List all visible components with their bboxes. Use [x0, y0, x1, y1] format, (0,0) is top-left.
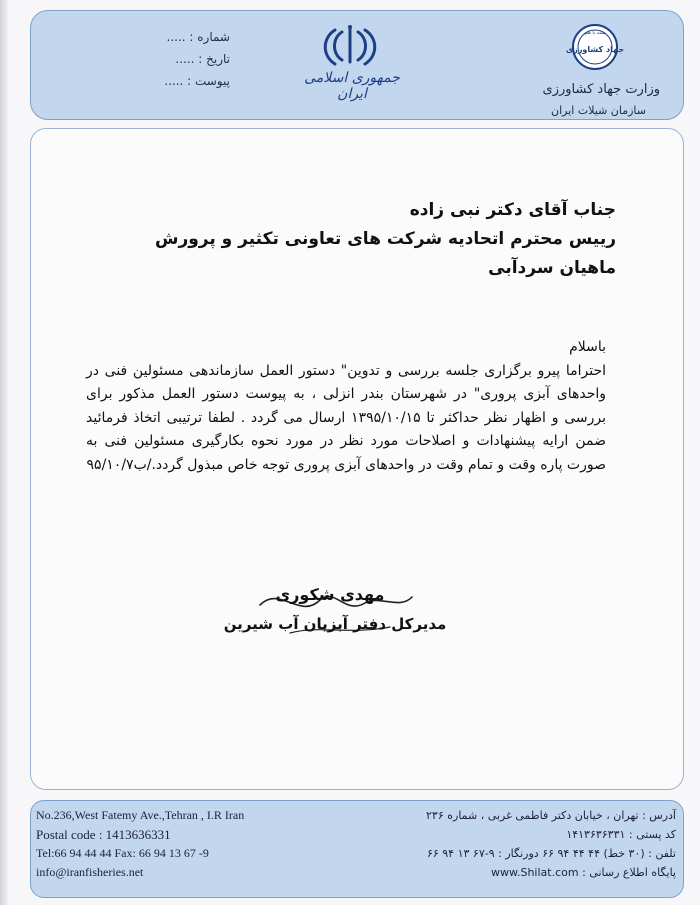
signatory-title: مدیرکل دفتر آبزیان آب شیرین: [223, 615, 447, 633]
footer-website-link[interactable]: www.Shilat.com: [490, 866, 579, 879]
addressee-title-cont: ماهیان سردآبی: [488, 258, 616, 278]
page-edge: [0, 0, 8, 905]
footer-en-address: No.236,West Fatemy Ave.,Tehran , I.R Iran: [36, 808, 245, 822]
greeting: باسلام: [569, 339, 606, 355]
footer-fa-site-label: پایگاه اطلاع رسانی :: [582, 866, 676, 879]
footer-en-postal: Postal code : 1413636331: [36, 827, 171, 842]
addressee-title: رییس محترم اتحادیه شرکت های تعاونی تکثیر و پرورش: [154, 229, 616, 249]
date-field: تاریخ : .....: [175, 52, 230, 66]
signatory-name: مهدی شکوری: [275, 585, 385, 604]
organization-name: سازمان شیلات ایران: [551, 104, 646, 117]
ministry-name: وزارت جهاد کشاورزی: [542, 82, 660, 97]
footer-en-phone: Tel:66 94 44 44 Fax: 66 94 13 67 -9: [36, 846, 209, 860]
letter-paragraph: احتراما پیرو برگزاری جلسه بررسی و تدوین" دستور العمل سازماندهی مسئولین فنی در واحدهای آبزی پروری" در شهرستان بندر انزلی ، به پیوست دستور العمل مذکور برای بررسی و اظهار نظر حداکثر تا ۱۳۹۵/۱۰/۱۵ ارسال می گردد . لطفا ترتیبی اتخاذ فرمائید ضمن ارایه پیشنهادات و اصلاحات مورد نظر در مورد نحوه بکارگیری مسئولین فنی به صورت پاره وقت و تمام وقت در واحدهای آبزی پروری توجه خاص مبذول گردد./ب۹۵/۱۰/۷: [86, 362, 606, 473]
footer-persian: [346, 806, 676, 882]
ministry-logo-icon: [566, 22, 624, 72]
footer-fa-postal: کد پستی : ۱۴۱۳۶۳۶۳۳۱: [566, 828, 676, 841]
iran-emblem-icon: [320, 24, 380, 66]
footer-english: [36, 806, 286, 882]
footer-fa-website-row: [346, 863, 676, 882]
footer-fa-phone: تلفن : (۳۰ خط) ۴۴ ۴۴ ۹۴ ۶۶ دورنگار : ۹-۶۷ ۱۳ ۹۴ ۶۶: [426, 847, 676, 860]
ministry-logo-text: جهاد کشاورزی: [566, 45, 624, 54]
reference-fields: [100, 26, 230, 92]
footer-fa-address: آدرس : تهران ، خیابان دکتر فاطمی غربی ، شماره ۲۳۶: [426, 809, 676, 822]
addressee-name: جناب آقای دکتر نبی زاده: [409, 200, 616, 220]
letter-text: [86, 336, 606, 477]
ministry-logo-top-text: همه با هم: [584, 30, 606, 36]
number-field: شماره : .....: [166, 30, 230, 44]
attachment-field: پیوست : .....: [164, 74, 230, 88]
footer-en-email[interactable]: info@iranfisheries.net: [36, 865, 144, 879]
government-name: جمهوری اسلامی ایران: [304, 70, 400, 102]
addressee-block: [136, 196, 616, 283]
